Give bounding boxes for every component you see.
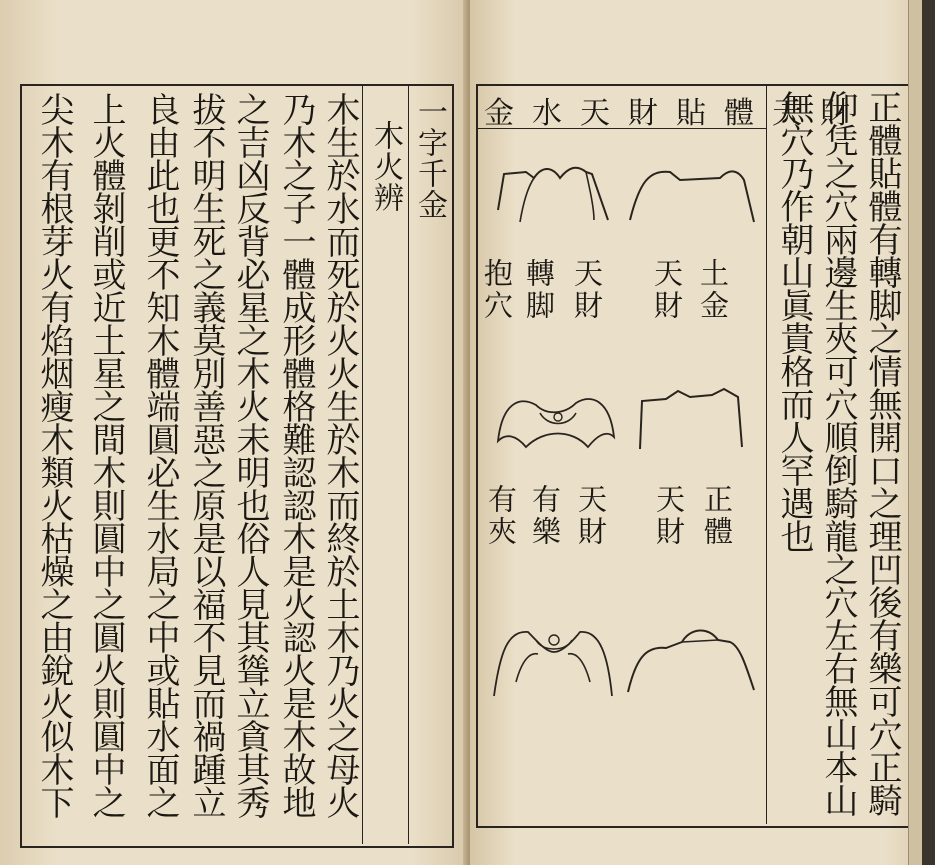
diagram-label-tiancai-1: 天財: [650, 258, 684, 322]
mountain-figure-zhengti: [620, 385, 760, 455]
diagram-text-divider: [766, 86, 767, 824]
diagram-label-zhengti: 正體: [700, 484, 734, 548]
diagram-label-zhuanjiao: 轉脚: [522, 258, 556, 322]
text-column-4: 拔不明生死之義莫別善惡之原是以福不見而禍踵立: [186, 92, 226, 818]
mountain-figure-tujin: [620, 150, 760, 230]
page-edge: [908, 0, 922, 865]
mountain-figure-youle: [492, 385, 622, 465]
diagram-label-tujin: 土金: [696, 258, 730, 322]
text-column-5: 良由此也更不知木體端圓必生水局之中或貼水面之: [140, 92, 180, 818]
text-column-3: 之吉凶反背必星之木火未明也俗人見其聳立貪其秀: [230, 92, 270, 818]
diagram-label-tiancai-4: 天財: [574, 484, 608, 548]
right-text-column-3: 無穴乃作朝山眞貴格而人罕遇也: [774, 90, 814, 552]
diagram-label-youle: 有樂: [528, 484, 562, 548]
diagram-label-tiancai-3: 天財: [652, 484, 686, 548]
right-text-column-1: 正體貼體有轉脚之情無開口之理凹後有樂可穴正騎: [862, 90, 902, 816]
diagram-label-tiancai-2: 天財: [570, 258, 604, 322]
text-column-6: 上火體剝削或近土星之間木則圓中之圓火則圓中之: [86, 92, 126, 818]
text-column-2: 乃木之子一體成形體格難認認木是火認火是木故地: [276, 92, 316, 818]
mountain-figure-row3-left: [488, 612, 618, 702]
text-column-7: 尖木有根芽火有焰烟瘦木類火枯燥之由銳火似木下: [34, 92, 74, 818]
book-header-label: 一字千金: [412, 96, 447, 220]
text-column-1: 木生於水而死於火火生於木而終於土木乃火之母火: [320, 92, 360, 818]
right-page: [470, 0, 922, 865]
diagram-header-row: 金水天財貼體天財: [484, 96, 868, 131]
section-subheading: 木火辨: [368, 120, 403, 213]
subheading-divider-left: [362, 86, 363, 844]
mountain-figure-twin-peak: [490, 150, 620, 230]
header-divider-left: [408, 86, 409, 844]
mountain-figure-row3-right: [622, 618, 762, 698]
diagram-label-youjia: 有夾: [484, 484, 518, 548]
right-text-column-2: 仰凭之穴兩邊生夾可穴順倒騎龍之穴左右無山本山: [818, 90, 858, 816]
diagram-label-baoxue: 抱穴: [480, 258, 514, 322]
